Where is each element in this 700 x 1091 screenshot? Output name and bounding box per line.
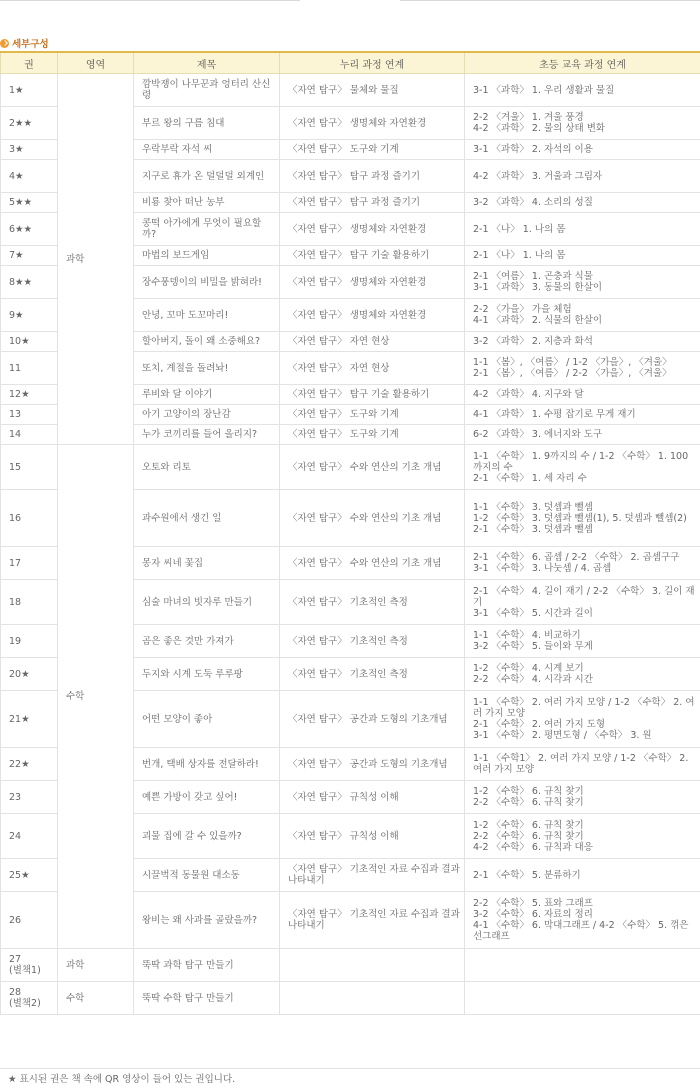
title-cell: 깜박쟁이 나무꾼과 엉터리 산신령 (134, 74, 280, 107)
nuri-cell: 〈자연 탐구〉 탐구 기술 활용하기 (280, 246, 465, 266)
elementary-cell: 3-1 〈과학〉 1. 우리 생활과 물질 (465, 74, 700, 107)
elementary-cell: 1-1 〈봄〉, 〈여름〉 / 1-2 〈가을〉, 〈겨울〉 2-1 〈봄〉, 〈여름〉 / 2-2 〈가을〉, 〈겨울〉 (465, 352, 700, 385)
volume-cell: 10★ (1, 332, 58, 352)
nuri-cell (280, 949, 465, 982)
elementary-cell: 4-1 〈과학〉 1. 수평 잡기로 무게 재기 (465, 405, 700, 425)
nuri-cell: 〈자연 탐구〉 생명체와 자연환경 (280, 299, 465, 332)
title-cell: 뚝딱 수학 탐구 만들기 (134, 982, 280, 1015)
elementary-cell: 1-1 〈수학〉 4. 비교하기 3-2 〈수학〉 5. 들이와 무게 (465, 625, 700, 658)
title-cell: 또치, 계절을 돌려놔! (134, 352, 280, 385)
elementary-cell (465, 949, 700, 982)
section-title: 세부구성 (12, 39, 49, 50)
elementary-cell: 6-2 〈과학〉 3. 에너지와 도구 (465, 425, 700, 445)
volume-cell: 5★★ (1, 193, 58, 213)
table-row (1, 982, 700, 1015)
title-cell: 예쁜 가방이 갖고 싶어! (134, 781, 280, 814)
volume-cell: 28 (별책2) (1, 982, 58, 1015)
title-cell: 장수풍뎅이의 비밀을 밝혀라! (134, 266, 280, 299)
nuri-cell: 〈자연 탐구〉 수와 연산의 기초 개념 (280, 445, 465, 490)
volume-cell: 15 (1, 445, 58, 490)
title-cell: 마법의 보드게임 (134, 246, 280, 266)
elementary-cell: 3-1 〈과학〉 2. 자석의 이용 (465, 140, 700, 160)
elementary-cell: 2-2 〈가을〉 가을 체험 4-1 〈과학〉 2. 식물의 한살이 (465, 299, 700, 332)
elementary-cell (465, 982, 700, 1015)
volume-cell: 19 (1, 625, 58, 658)
nuri-cell: 〈자연 탐구〉 생명체와 자연환경 (280, 266, 465, 299)
title-cell: 아기 고양이의 장난감 (134, 405, 280, 425)
nuri-cell: 〈자연 탐구〉 도구와 기계 (280, 140, 465, 160)
elementary-cell: 1-1 〈수학〉 2. 여러 가지 모양 / 1-2 〈수학〉 2. 여러 가지 모양 2-1 〈수학〉 2. 여러 가지 도형 3-1 〈수학〉 2. 평면도형 / 〈수학〉 3. 원 (465, 691, 700, 748)
section-heading (0, 36, 49, 50)
nuri-cell: 〈자연 탐구〉 생명체와 자연환경 (280, 213, 465, 246)
area-cell: 과학 (58, 74, 134, 445)
elementary-cell: 1-2 〈수학〉 4. 시계 보기 2-2 〈수학〉 4. 시각과 시간 (465, 658, 700, 691)
nuri-cell: 〈자연 탐구〉 자연 현상 (280, 352, 465, 385)
elementary-cell: 2-2 〈수학〉 5. 표와 그래프 3-2 〈수학〉 6. 자료의 정리 4-1 〈수학〉 6. 막대그래프 / 4-2 〈수학〉 5. 꺾은선그래프 (465, 892, 700, 949)
title-cell: 루비와 달 이야기 (134, 385, 280, 405)
table-body (1, 74, 700, 1015)
area-cell: 과학 (58, 949, 134, 982)
area-cell: 수학 (58, 445, 134, 949)
nuri-cell: 〈자연 탐구〉 물체와 물질 (280, 74, 465, 107)
elementary-cell: 1-1 〈수학〉 1. 9까지의 수 / 1-2 〈수학〉 1. 100까지의 수 2-1 〈수학〉 1. 세 자리 수 (465, 445, 700, 490)
volume-cell: 17 (1, 547, 58, 580)
volume-cell: 14 (1, 425, 58, 445)
nuri-cell: 〈자연 탐구〉 기초적인 측정 (280, 580, 465, 625)
elementary-cell: 2-1 〈나〉 1. 나의 몸 (465, 213, 700, 246)
footnote: ★ 표시된 권은 책 속에 QR 영상이 들어 있는 권입니다. (0, 1068, 700, 1090)
title-cell: 부르 왕의 구름 침대 (134, 107, 280, 140)
elementary-cell: 2-2 〈겨울〉 1. 겨울 풍경 4-2 〈과학〉 2. 물의 상태 변화 (465, 107, 700, 140)
table-row (1, 74, 700, 107)
nuri-cell: 〈자연 탐구〉 수와 연산의 기초 개념 (280, 490, 465, 547)
elementary-cell: 3-2 〈과학〉 2. 지층과 화석 (465, 332, 700, 352)
nuri-cell: 〈자연 탐구〉 기초적인 자료 수집과 결과 나타내기 (280, 859, 465, 892)
nuri-cell: 〈자연 탐구〉 공간과 도형의 기초개념 (280, 691, 465, 748)
title-cell: 콩떡 아가에게 무엇이 필요할까? (134, 213, 280, 246)
header-title: 제목 (134, 52, 280, 74)
nuri-cell: 〈자연 탐구〉 탐구 기술 활용하기 (280, 385, 465, 405)
title-cell: 몽자 씨네 꽃집 (134, 547, 280, 580)
volume-cell: 25★ (1, 859, 58, 892)
nuri-cell: 〈자연 탐구〉 규칙성 이해 (280, 781, 465, 814)
volume-cell: 24 (1, 814, 58, 859)
volume-cell: 7★ (1, 246, 58, 266)
elementary-cell: 2-1 〈여름〉 1. 곤충과 식물 3-1 〈과학〉 3. 동물의 한살이 (465, 266, 700, 299)
nuri-cell: 〈자연 탐구〉 자연 현상 (280, 332, 465, 352)
title-cell: 시끌벅적 동물원 대소동 (134, 859, 280, 892)
title-cell: 오토와 리토 (134, 445, 280, 490)
title-cell: 과수원에서 생긴 일 (134, 490, 280, 547)
title-cell: 두지와 시계 도둑 루루팡 (134, 658, 280, 691)
title-cell: 왕비는 왜 사과를 골랐을까? (134, 892, 280, 949)
header-nuri: 누리 과정 연계 (280, 52, 465, 74)
top-divider-right (400, 0, 700, 1)
volume-cell: 27 (별책1) (1, 949, 58, 982)
elementary-cell: 2-1 〈수학〉 4. 길이 재기 / 2-2 〈수학〉 3. 길이 재기 3-1 〈수학〉 5. 시간과 길이 (465, 580, 700, 625)
title-cell: 괴물 집에 갈 수 있을까? (134, 814, 280, 859)
volume-cell: 18 (1, 580, 58, 625)
title-cell: 할아버지, 돌이 왜 소중해요? (134, 332, 280, 352)
nuri-cell: 〈자연 탐구〉 도구와 기계 (280, 405, 465, 425)
header-volume: 권 (1, 52, 58, 74)
elementary-cell: 2-1 〈수학〉 6. 곱셈 / 2-2 〈수학〉 2. 곱셈구구 3-1 〈수학〉 3. 나눗셈 / 4. 곱셈 (465, 547, 700, 580)
top-divider-left (0, 0, 300, 1)
nuri-cell (280, 982, 465, 1015)
volume-cell: 6★★ (1, 213, 58, 246)
elementary-cell: 4-2 〈과학〉 4. 지구와 달 (465, 385, 700, 405)
volume-cell: 11 (1, 352, 58, 385)
nuri-cell: 〈자연 탐구〉 기초적인 측정 (280, 625, 465, 658)
elementary-cell: 1-1 〈수학1〉 2. 여러 가지 모양 / 1-2 〈수학〉 2. 여러 가지 모양 (465, 748, 700, 781)
title-cell: 번개, 택배 상자를 전달하라! (134, 748, 280, 781)
bullet-arrow-icon (0, 39, 9, 48)
elementary-cell: 1-2 〈수학〉 6. 규칙 찾기 2-2 〈수학〉 6. 규칙 찾기 4-2 〈수학〉 6. 규칙과 대응 (465, 814, 700, 859)
elementary-cell: 1-1 〈수학〉 3. 덧셈과 뺄셈 1-2 〈수학〉 3. 덧셈과 뺄셈(1), 5. 덧셈과 뺄셈(2) 2-1 〈수학〉 3. 덧셈과 뺄셈 (465, 490, 700, 547)
volume-cell: 12★ (1, 385, 58, 405)
title-cell: 안녕, 꼬마 도꼬마리! (134, 299, 280, 332)
nuri-cell: 〈자연 탐구〉 도구와 기계 (280, 425, 465, 445)
volume-cell: 2★★ (1, 107, 58, 140)
elementary-cell: 1-2 〈수학〉 6. 규칙 찾기 2-2 〈수학〉 6. 규칙 찾기 (465, 781, 700, 814)
volume-cell: 22★ (1, 748, 58, 781)
title-cell: 비룡 찾아 떠난 농부 (134, 193, 280, 213)
volume-cell: 13 (1, 405, 58, 425)
table-header-row (1, 52, 700, 74)
nuri-cell: 〈자연 탐구〉 생명체와 자연환경 (280, 107, 465, 140)
volume-cell: 4★ (1, 160, 58, 193)
volume-cell: 20★ (1, 658, 58, 691)
volume-cell: 21★ (1, 691, 58, 748)
elementary-cell: 4-2 〈과학〉 3. 거울과 그림자 (465, 160, 700, 193)
table-row (1, 445, 700, 490)
title-cell: 심술 마녀의 빗자루 만들기 (134, 580, 280, 625)
header-elementary: 초등 교육 과정 연계 (465, 52, 700, 74)
volume-cell: 26 (1, 892, 58, 949)
title-cell: 뚝딱 과학 탐구 만들기 (134, 949, 280, 982)
volume-cell: 1★ (1, 74, 58, 107)
area-cell: 수학 (58, 982, 134, 1015)
elementary-cell: 2-1 〈나〉 1. 나의 몸 (465, 246, 700, 266)
elementary-cell: 3-2 〈과학〉 4. 소리의 성질 (465, 193, 700, 213)
nuri-cell: 〈자연 탐구〉 규칙성 이해 (280, 814, 465, 859)
nuri-cell: 〈자연 탐구〉 수와 연산의 기초 개념 (280, 547, 465, 580)
title-cell: 누가 코끼리를 들어 올리지? (134, 425, 280, 445)
volume-cell: 8★★ (1, 266, 58, 299)
volume-cell: 3★ (1, 140, 58, 160)
nuri-cell: 〈자연 탐구〉 기초적인 자료 수집과 결과 나타내기 (280, 892, 465, 949)
nuri-cell: 〈자연 탐구〉 기초적인 측정 (280, 658, 465, 691)
volume-cell: 9★ (1, 299, 58, 332)
nuri-cell: 〈자연 탐구〉 탐구 과정 즐기기 (280, 193, 465, 213)
composition-table (0, 51, 700, 1015)
elementary-cell: 2-1 〈수학〉 5. 분류하기 (465, 859, 700, 892)
title-cell: 곰은 좋은 것만 가져가 (134, 625, 280, 658)
header-area: 영역 (58, 52, 134, 74)
nuri-cell: 〈자연 탐구〉 탐구 과정 즐기기 (280, 160, 465, 193)
title-cell: 어떤 모양이 좋아 (134, 691, 280, 748)
title-cell: 우락부락 자석 씨 (134, 140, 280, 160)
volume-cell: 23 (1, 781, 58, 814)
table-row (1, 949, 700, 982)
title-cell: 지구로 휴가 온 덜덜덜 외계인 (134, 160, 280, 193)
volume-cell: 16 (1, 490, 58, 547)
nuri-cell: 〈자연 탐구〉 공간과 도형의 기초개념 (280, 748, 465, 781)
